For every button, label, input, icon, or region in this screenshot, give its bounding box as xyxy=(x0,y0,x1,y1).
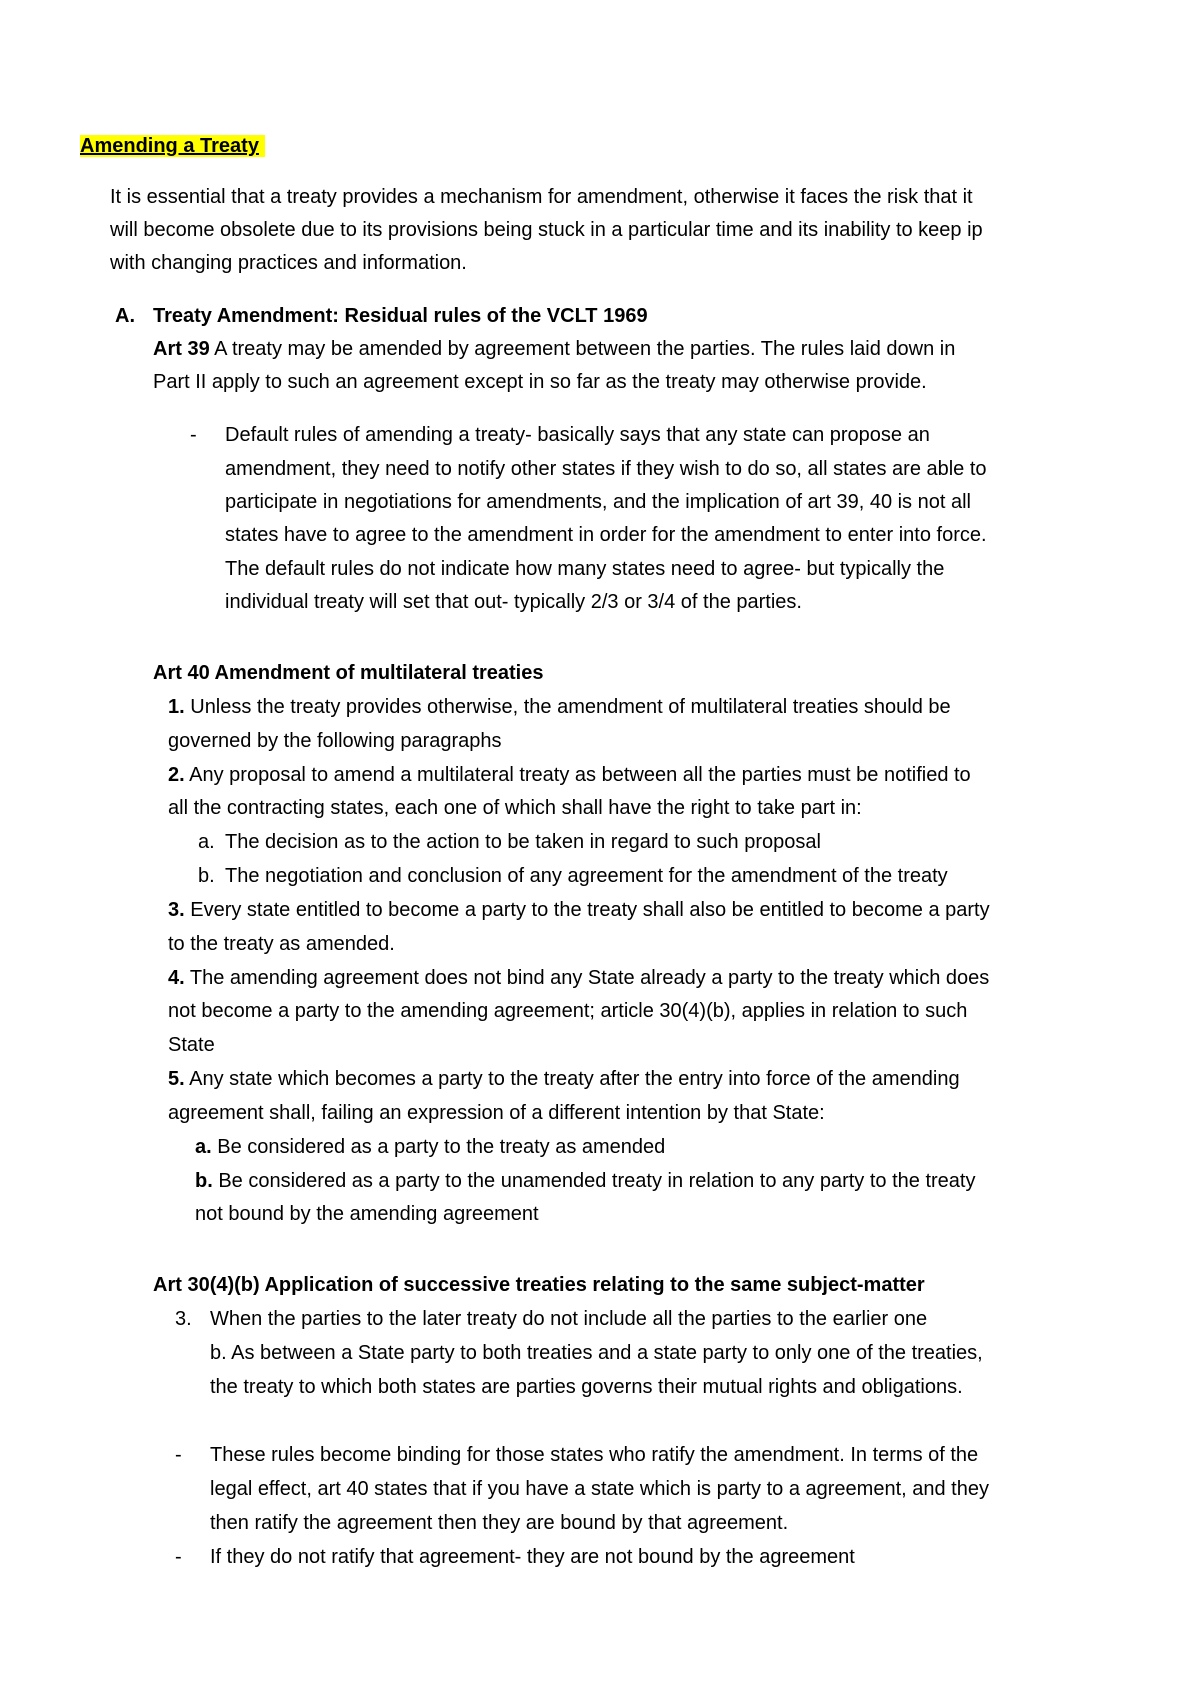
subpara-marker: b. xyxy=(198,865,215,887)
art40-para-5 xyxy=(168,1064,960,1094)
intro-line: with changing practices and information. xyxy=(110,252,467,274)
art40-heading: Art 40 Amendment of multilateral treaties xyxy=(153,662,544,684)
note-line: then ratify the agreement then they are bound by that agreement. xyxy=(210,1512,789,1534)
title-text: Amending a Treaty xyxy=(80,135,265,157)
art30-para-marker: 3. xyxy=(175,1308,192,1330)
intro-line: It is essential that a treaty provides a mechanism for amendment, otherwise it faces the risk that it xyxy=(110,186,973,208)
bullet-line: The default rules do not indicate how many states need to agree- but typically the xyxy=(225,558,945,580)
para-number: 2. xyxy=(168,764,185,786)
note-marker: - xyxy=(175,1546,182,1568)
art30-subpara-b: b. As between a State party to both treaties and a state party to only one of the treaties, xyxy=(210,1342,983,1364)
note-line: These rules become binding for those states who ratify the amendment. In terms of the xyxy=(210,1444,979,1466)
intro-line: will become obsolete due to its provisions being stuck in a particular time and its inability to keep ip xyxy=(110,219,983,241)
bullet-line: individual treaty will set that out- typically 2/3 or 3/4 of the parties. xyxy=(225,591,802,613)
art39-line xyxy=(153,334,955,364)
subpara-5a xyxy=(195,1132,665,1162)
para-number: 5. xyxy=(168,1068,185,1090)
subpara-marker: a. xyxy=(195,1136,212,1158)
art30-subpara-b-cont: the treaty to which both states are parties governs their mutual rights and obligations. xyxy=(210,1376,963,1398)
subpara-text: The negotiation and conclusion of any agreement for the amendment of the treaty xyxy=(225,865,948,887)
subpara-text: The decision as to the action to be taken in regard to such proposal xyxy=(225,831,821,853)
art40-para-4-cont: State xyxy=(168,1034,215,1056)
note-line: If they do not ratify that agreement- they are not bound by the agreement xyxy=(210,1546,855,1568)
art40-para-1-cont: governed by the following paragraphs xyxy=(168,730,502,752)
para-text: Any proposal to amend a multilateral treaty as between all the parties must be notified to xyxy=(184,764,971,786)
bullet-line: Default rules of amending a treaty- basically says that any state can propose an xyxy=(225,424,930,446)
para-number: 3. xyxy=(168,899,185,921)
art39-text: A treaty may be amended by agreement between the parties. The rules laid down in xyxy=(209,338,956,360)
art40-para-3-cont: to the treaty as amended. xyxy=(168,933,395,955)
subpara-5b xyxy=(195,1166,975,1196)
art30-para-text: When the parties to the later treaty do not include all the parties to the earlier one xyxy=(210,1308,928,1330)
para-number: 4. xyxy=(168,967,185,989)
para-text: Every state entitled to become a party to the treaty shall also be entitled to become a party xyxy=(184,899,990,921)
para-text: Unless the treaty provides otherwise, the amendment of multilateral treaties should be xyxy=(184,696,951,718)
subpara-5b-cont: not bound by the amending agreement xyxy=(195,1203,539,1225)
bullet-line: participate in negotiations for amendments, and the implication of art 39, 40 is not all xyxy=(225,491,971,513)
art40-para-4-cont: not become a party to the amending agreement; article 30(4)(b), applies in relation to such xyxy=(168,1000,968,1022)
art40-para-2-cont: all the contracting states, each one of which shall have the right to take part in: xyxy=(168,797,862,819)
bullet-line: states have to agree to the amendment in order for the amendment to enter into force. xyxy=(225,524,987,546)
subpara-text: Be considered as a party to the treaty as amended xyxy=(211,1136,666,1158)
bullet-marker: - xyxy=(190,424,197,446)
subpara-marker: a. xyxy=(198,831,215,853)
art30-heading: Art 30(4)(b) Application of successive treaties relating to the same subject-matter xyxy=(153,1274,925,1296)
section-a-marker: A. xyxy=(115,305,135,327)
document-title xyxy=(80,131,265,161)
para-number: 1. xyxy=(168,696,185,718)
art40-para-2 xyxy=(168,760,971,790)
art40-para-4 xyxy=(168,963,989,993)
art39-label: Art 39 xyxy=(153,338,210,360)
para-text: The amending agreement does not bind any State already a party to the treaty which does xyxy=(184,967,990,989)
note-line: legal effect, art 40 states that if you have a state which is party to a agreement, and they xyxy=(210,1478,989,1500)
para-text: Any state which becomes a party to the treaty after the entry into force of the amending xyxy=(184,1068,960,1090)
art40-para-5-cont: agreement shall, failing an expression of a different intention by that State: xyxy=(168,1102,825,1124)
subpara-marker: b. xyxy=(195,1170,213,1192)
art39-line: Part II apply to such an agreement except in so far as the treaty may otherwise provide. xyxy=(153,371,927,393)
bullet-line: amendment, they need to notify other states if they wish to do so, all states are able to xyxy=(225,458,987,480)
note-marker: - xyxy=(175,1444,182,1466)
subpara-text: Be considered as a party to the unamended treaty in relation to any party to the treaty xyxy=(212,1170,976,1192)
art40-para-3 xyxy=(168,895,990,925)
art40-para-1 xyxy=(168,692,951,722)
section-a-heading: Treaty Amendment: Residual rules of the VCLT 1969 xyxy=(153,305,648,327)
